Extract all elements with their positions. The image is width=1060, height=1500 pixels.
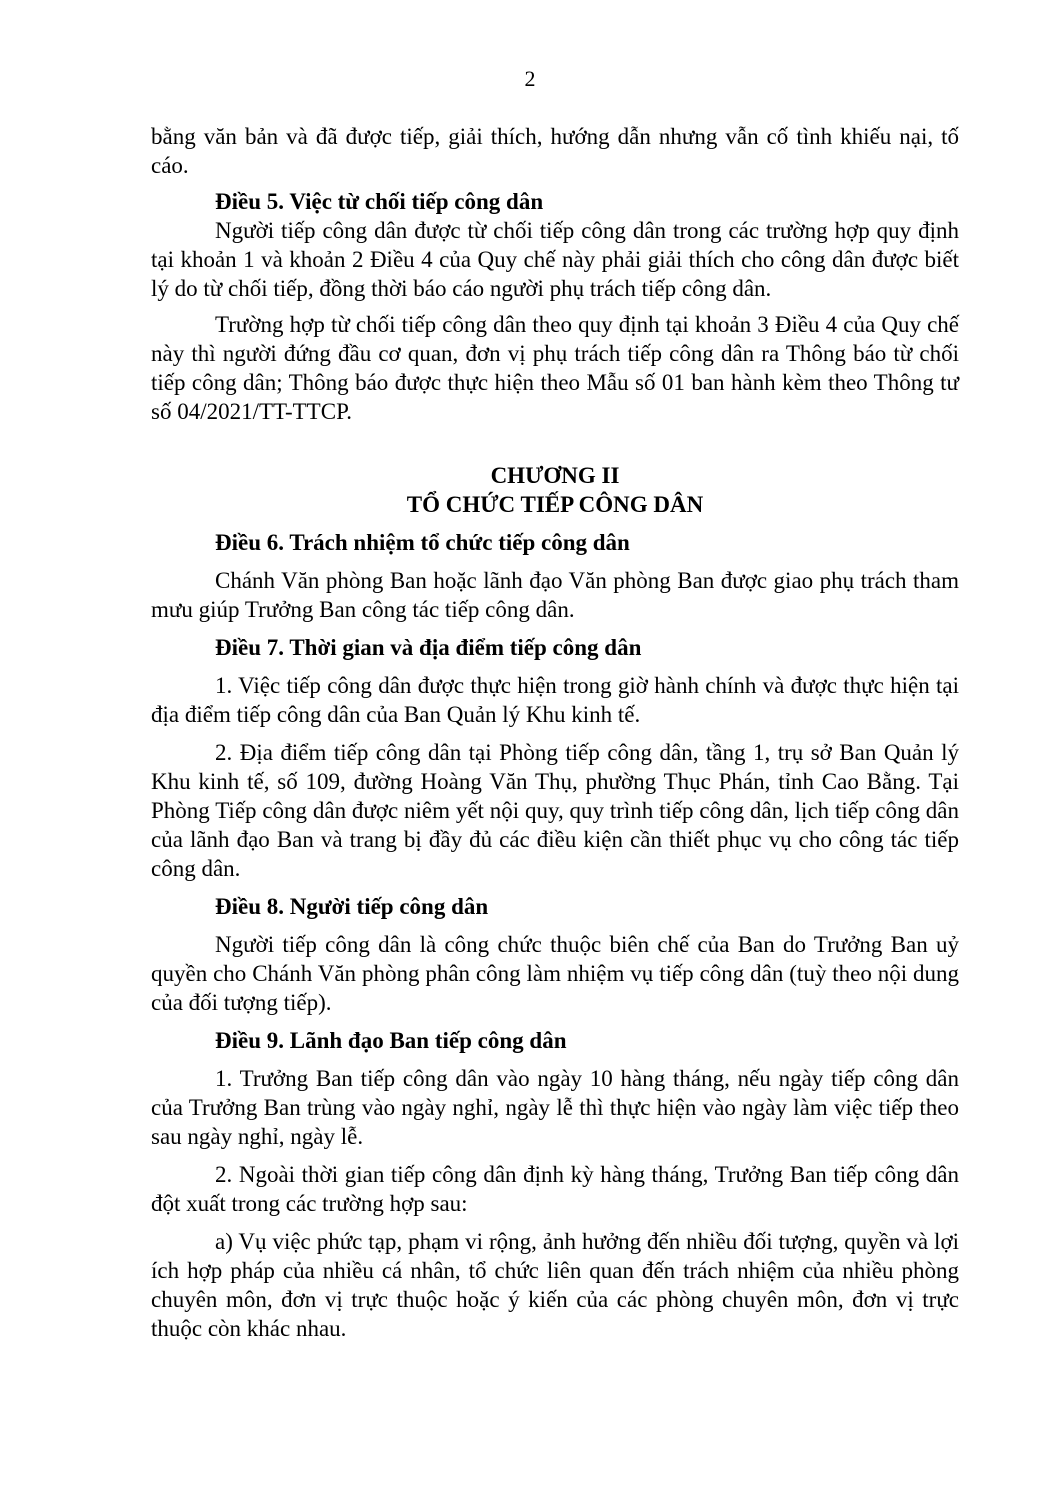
article-5-heading: Điều 5. Việc từ chối tiếp công dân [215,189,544,214]
page-number: 2 [524,66,536,91]
continuation-paragraph: bằng văn bản và đã được tiếp, giải thích, hướng dẫn nhưng vẫn cố tình khiếu nại, tố cáo. [151,124,959,178]
article-8-heading: Điều 8. Người tiếp công dân [215,894,489,919]
article-9-paragraph-3: a) Vụ việc phức tạp, phạm vi rộng, ảnh hưởng đến nhiều đối tượng, quyền và lợi ích hợp pháp của nhiều cá nhân, tổ chức liên quan đến trách nhiệm của nhiều phòng chuyên môn, đơn vị trực thuộc hoặc ý kiến của các phòng chuyên môn, đơn vị trực thuộc còn khác nhau. [151,1229,959,1341]
article-5-paragraph-1: Người tiếp công dân được từ chối tiếp công dân trong các trường hợp quy định tại khoản 1 và khoản 2 Điều 4 của Quy chế này phải giải thích cho công dân được biết lý do từ chối tiếp, đồng thời báo cáo người phụ trách tiếp công dân. [151,218,959,301]
document-body [151,122,959,1343]
article-7-paragraph-1: 1. Việc tiếp công dân được thực hiện trong giờ hành chính và được thực hiện tại địa điểm tiếp công dân của Ban Quản lý Khu kinh tế. [151,673,959,727]
chapter-title: TỔ CHỨC TIẾP CÔNG DÂN [406,492,704,517]
article-7-heading: Điều 7. Thời gian và địa điểm tiếp công dân [215,635,642,660]
article-9-paragraph-1: 1. Trưởng Ban tiếp công dân vào ngày 10 hàng tháng, nếu ngày tiếp công dân của Trưởng Ban trùng vào ngày nghỉ, ngày lễ thì thực hiện vào ngày làm việc tiếp theo sau ngày nghỉ, ngày lễ. [151,1066,959,1149]
chapter-number: CHƯƠNG II [490,463,620,488]
article-7-paragraph-2: 2. Địa điểm tiếp công dân tại Phòng tiếp công dân, tầng 1, trụ sở Ban Quản lý Khu kinh tế, số 109, đường Hoàng Văn Thụ, phường Thục Phán, tỉnh Cao Bằng. Tại Phòng Tiếp công dân được niêm yết nội quy, quy trình tiếp công dân, lịch tiếp công dân của lãnh đạo Ban và trang bị đầy đủ các điều kiện cần thiết phục vụ cho công tác tiếp công dân. [151,740,959,881]
article-6-heading: Điều 6. Trách nhiệm tổ chức tiếp công dân [215,530,630,555]
article-9-paragraph-2: 2. Ngoài thời gian tiếp công dân định kỳ hàng tháng, Trưởng Ban tiếp công dân đột xuất trong các trường hợp sau: [151,1162,959,1216]
article-6-paragraph-1: Chánh Văn phòng Ban hoặc lãnh đạo Văn phòng Ban được giao phụ trách tham mưu giúp Trưởng Ban công tác tiếp công dân. [151,568,959,622]
article-9-heading: Điều 9. Lãnh đạo Ban tiếp công dân [215,1028,567,1053]
article-5-paragraph-2: Trường hợp từ chối tiếp công dân theo quy định tại khoản 3 Điều 4 của Quy chế này thì người đứng đầu cơ quan, đơn vị phụ trách tiếp công dân ra Thông báo từ chối tiếp công dân; Thông báo được thực hiện theo Mẫu số 01 ban hành kèm theo Thông tư số 04/2021/TT-TTCP. [151,312,959,424]
article-8-paragraph-1: Người tiếp công dân là công chức thuộc biên chế của Ban do Trưởng Ban uỷ quyền cho Chánh Văn phòng phân công làm nhiệm vụ tiếp công dân (tuỳ theo nội dung của đối tượng tiếp). [151,932,959,1015]
